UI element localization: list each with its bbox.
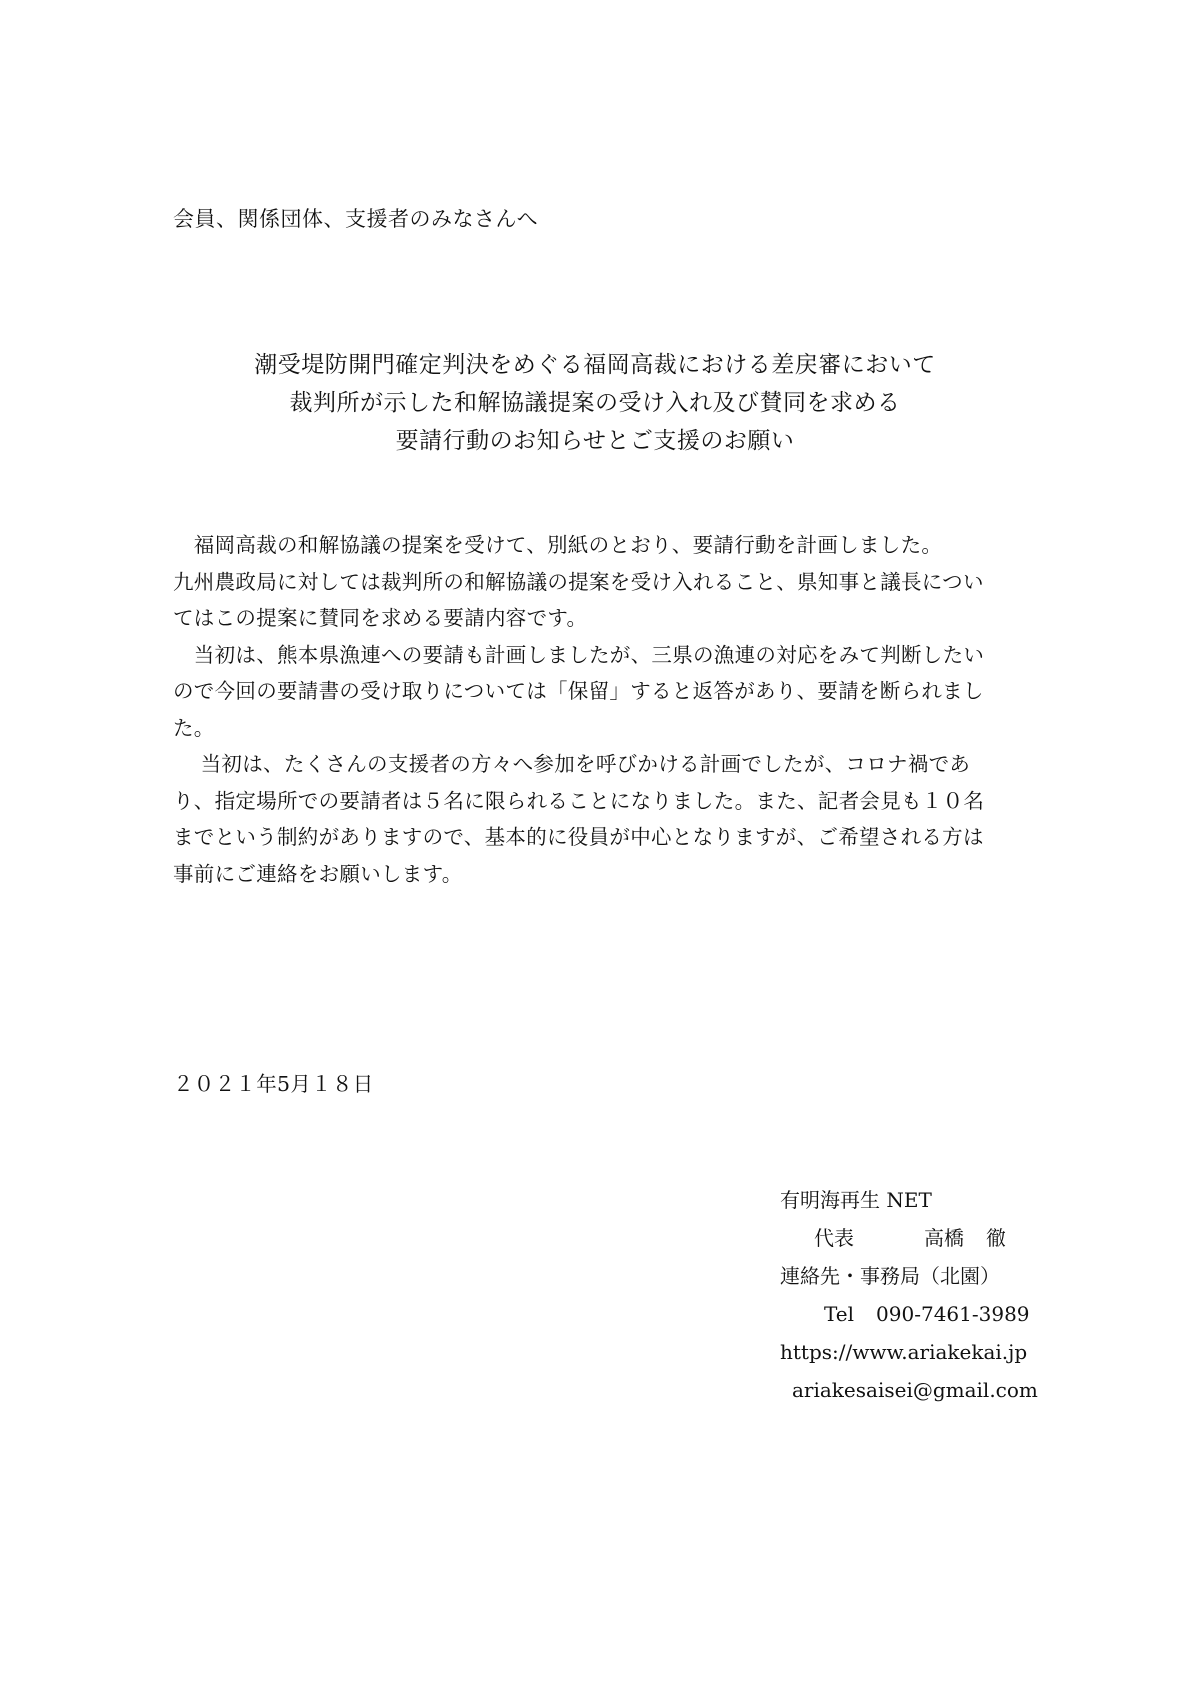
body-line: 当初は、熊本県漁連への要請も計画しましたが、三県の漁連の対応をみて判断したい xyxy=(173,642,985,667)
telephone xyxy=(780,1295,1080,1333)
document-title xyxy=(0,346,1190,460)
body-text xyxy=(173,527,1033,892)
title-line: 要請行動のお知らせとご支援のお願い xyxy=(395,428,795,454)
title-line: 潮受堤防開門確定判決をめぐる福岡高裁における差戻審において xyxy=(254,352,936,378)
body-line: 事前にご連絡をお願いします。 xyxy=(173,861,463,886)
representative xyxy=(780,1219,1080,1257)
representative-title: 代表 xyxy=(814,1226,854,1250)
title-line: 裁判所が示した和解協議提案の受け入れ及び賛同を求める xyxy=(289,390,901,416)
representative-surname: 高橋 xyxy=(924,1226,964,1250)
salutation: 会員、関係団体、支援者のみなさんへ xyxy=(173,207,539,231)
document-date: ２０２１年5月１８日 xyxy=(173,1072,374,1096)
body-line: た。 xyxy=(173,715,215,740)
representative-given-name: 徹 xyxy=(986,1226,1006,1250)
organization-name: 有明海再生 NET xyxy=(780,1188,932,1212)
contact-office: 連絡先・事務局（北園） xyxy=(780,1264,1000,1288)
email-address[interactable]: ariakesaisei@gmail.com xyxy=(792,1378,1038,1402)
website-url[interactable]: https://www.ariakekai.jp xyxy=(780,1340,1028,1364)
signature-block xyxy=(780,1181,1080,1409)
body-line: り、指定場所での要請者は５名に限られることになりました。また、記者会見も１０名 xyxy=(173,788,985,813)
body-line: 福岡高裁の和解協議の提案を受けて、別紙のとおり、要請行動を計画しました。 xyxy=(173,533,943,557)
body-line: てはこの提案に賛同を求める要請内容です。 xyxy=(173,606,588,630)
telephone-label: Tel xyxy=(824,1302,855,1326)
body-line: ので今回の要請書の受け取りについては「保留」すると返答があり、要請を断られまし xyxy=(173,679,984,703)
body-line: 九州農政局に対しては裁判所の和解協議の提案を受け入れること、県知事と議長につい xyxy=(173,569,984,594)
telephone-number: 090-7461-3989 xyxy=(876,1302,1030,1326)
body-line: 当初は、たくさんの支援者の方々へ参加を呼びかける計画でしたが、コロナ禍であ xyxy=(173,752,971,776)
body-line: までという制約がありますので、基本的に役員が中心となりますが、ご希望される方は xyxy=(173,825,984,849)
